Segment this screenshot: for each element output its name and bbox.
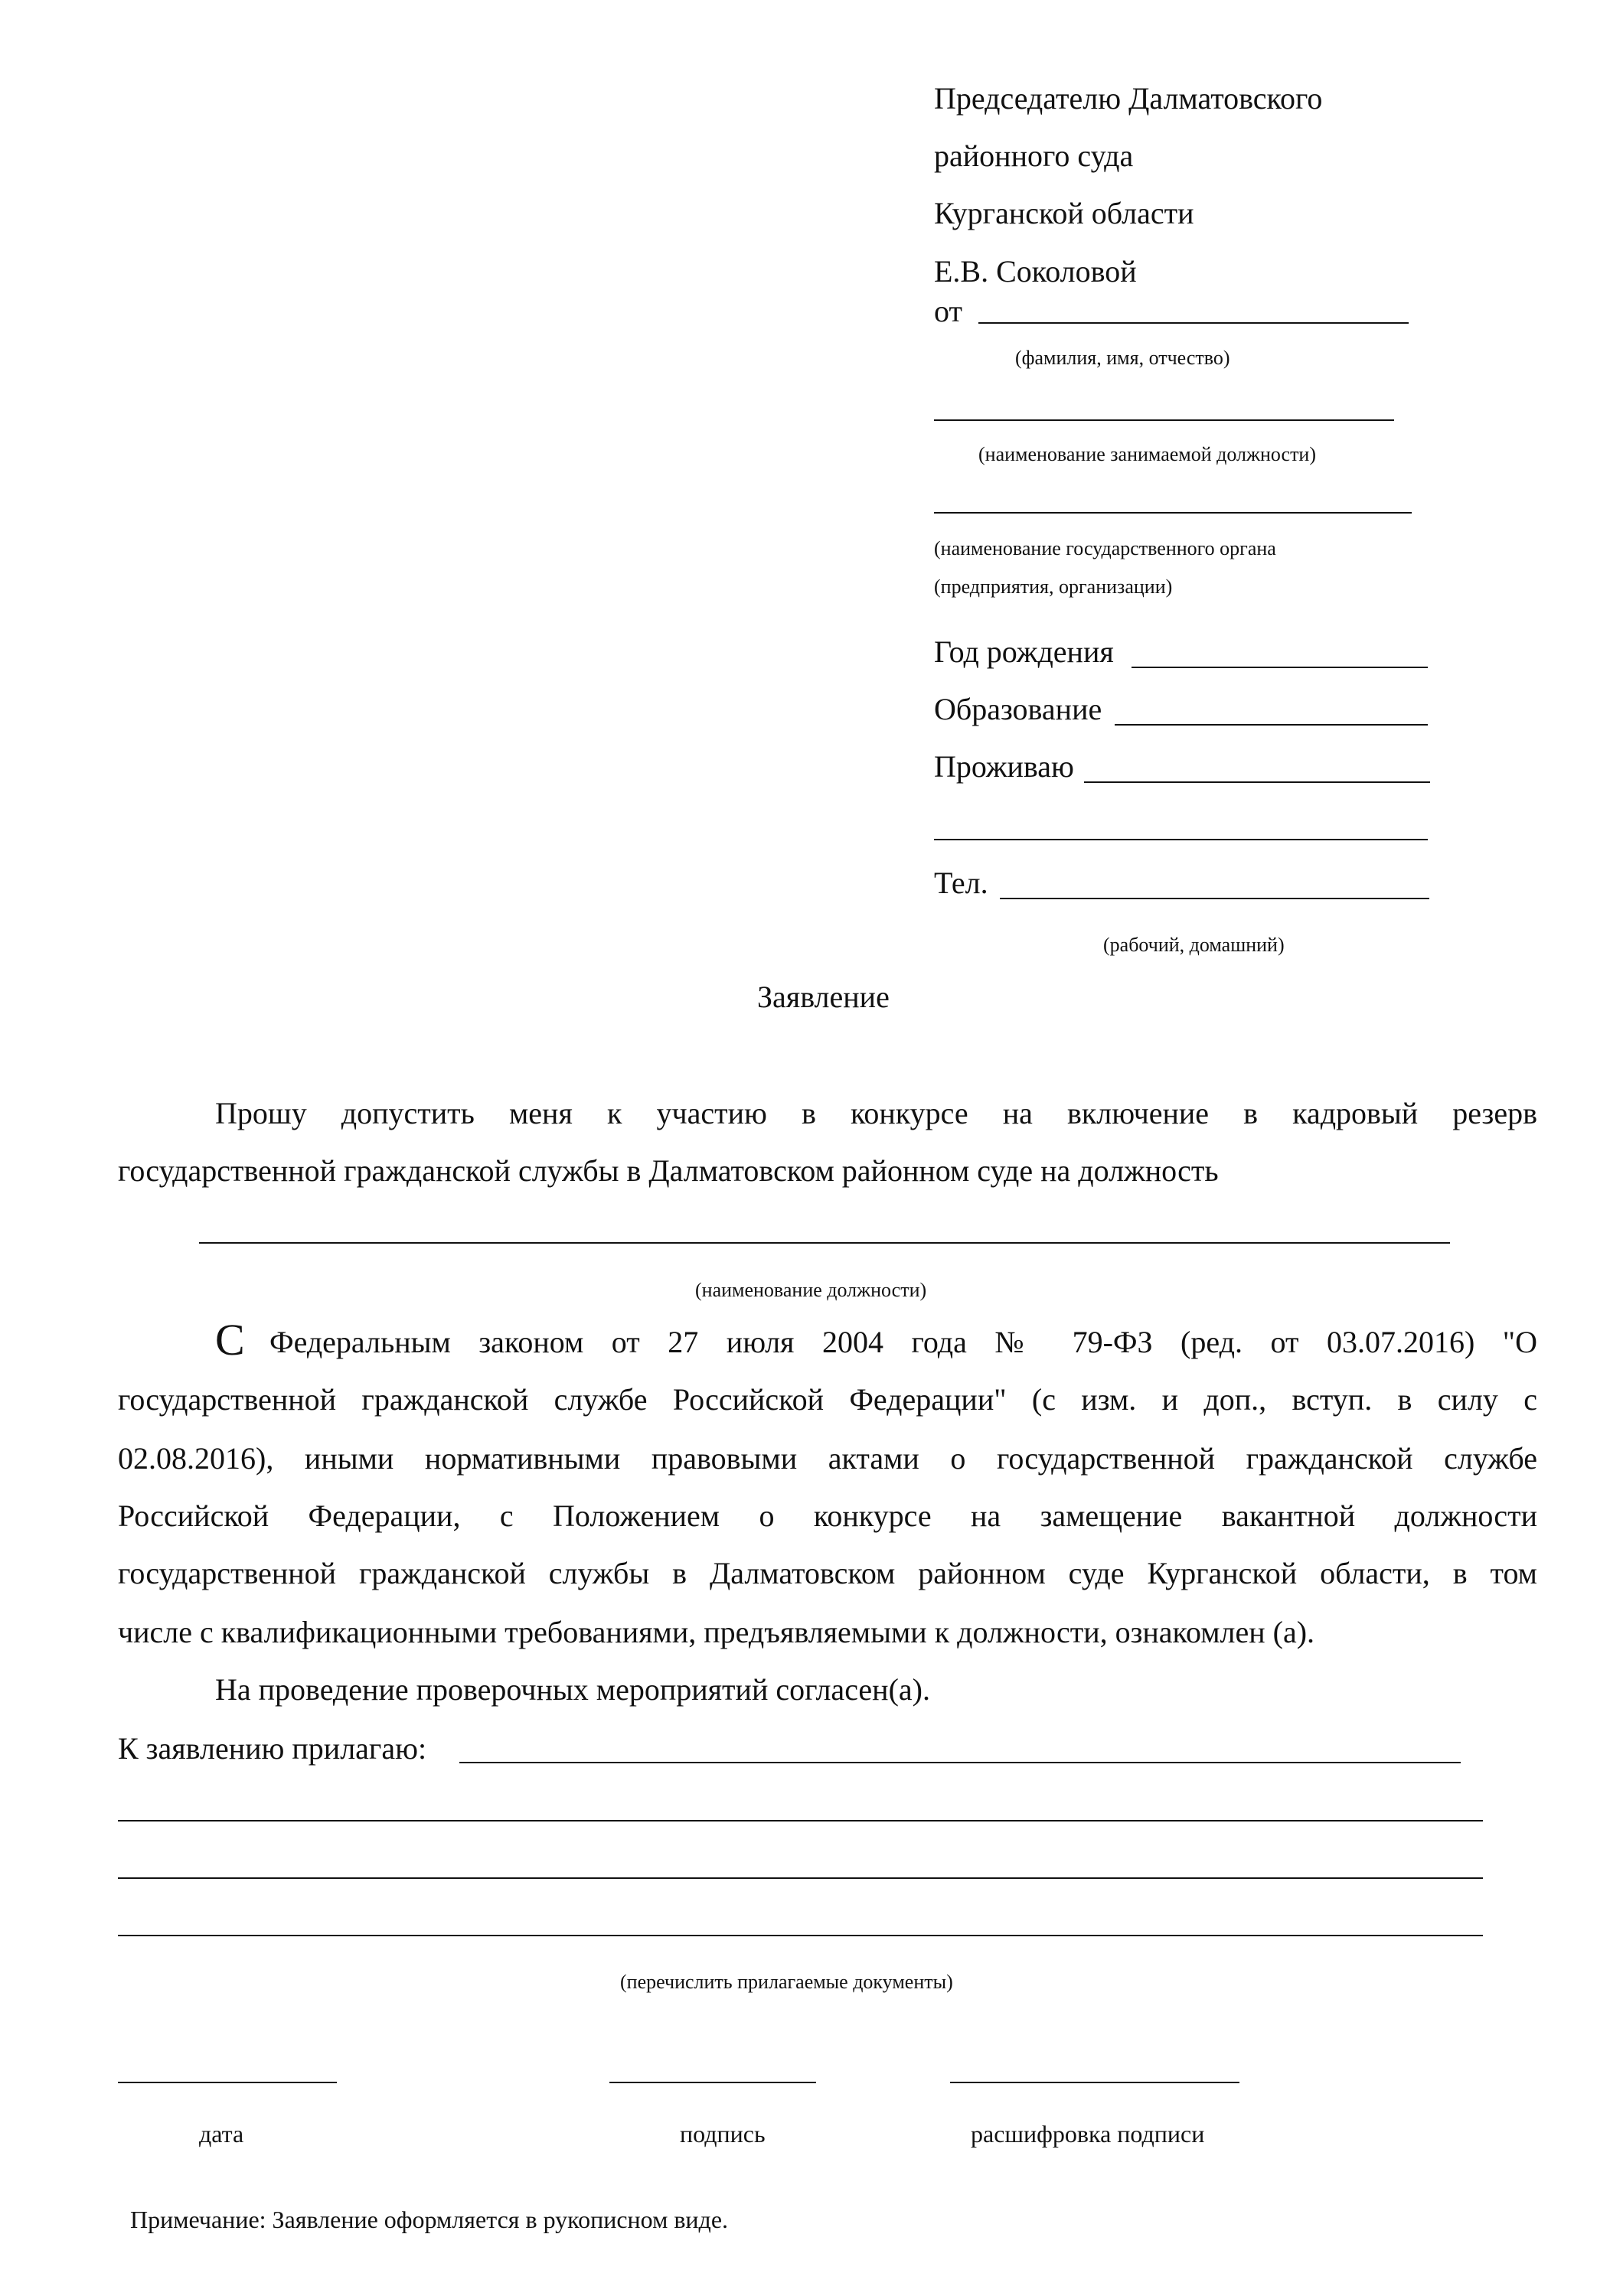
position-field-line[interactable] — [934, 419, 1394, 421]
from-label: от — [934, 294, 962, 328]
addressee-line: районного суда — [934, 139, 1134, 173]
attachments-hint: (перечислить прилагаемые документы) — [620, 1971, 953, 1993]
request-line: государственной гражданской службы в Далматовском районном суде на должность — [118, 1153, 1219, 1188]
ack-line: государственной гражданской службе Российской Федерации" (с изм. и доп., вступ. в силу с — [118, 1382, 1537, 1417]
position-name-hint: (наименование должности) — [695, 1279, 927, 1301]
fio-field-line[interactable] — [978, 322, 1409, 324]
fio-hint: (фамилия, имя, отчество) — [1015, 347, 1230, 369]
residence-field-line[interactable] — [1084, 781, 1430, 783]
ack-line: 02.08.2016), иными нормативными правовыми актами о государственной гражданской службе — [118, 1441, 1537, 1476]
ack-line: числе с квалификационными требованиями, предъявляемыми к должности, ознакомлен (а). — [118, 1615, 1315, 1649]
residence-field-line-2[interactable] — [934, 839, 1428, 840]
ack-line: государственной гражданской службы в Далматовском районном суде Курганской области, в том — [118, 1556, 1537, 1590]
drop-letter: С — [215, 1315, 245, 1365]
position-name-field-line[interactable] — [199, 1242, 1450, 1244]
request-line: Прошу допустить меня к участию в конкурсе на включение в кадровый резерв — [215, 1096, 1537, 1130]
education-label: Образование — [934, 692, 1102, 726]
date-field-line[interactable] — [118, 2082, 337, 2083]
signature-field-line[interactable] — [609, 2082, 816, 2083]
education-field-line[interactable] — [1115, 724, 1428, 726]
decryption-label: расшифровка подписи — [971, 2120, 1205, 2148]
addressee-line: Е.В. Соколовой — [934, 254, 1137, 289]
org-field-line[interactable] — [934, 512, 1412, 514]
birth-year-field-line[interactable] — [1132, 667, 1428, 668]
attachment-field-line[interactable] — [459, 1762, 1461, 1763]
addressee-line: Председателю Далматовского — [934, 81, 1323, 116]
phone-label: Тел. — [934, 866, 988, 900]
ack-line: Российской Федерации, с Положением о конкурсе на замещение вакантной должности — [118, 1499, 1537, 1533]
note-text: Примечание: Заявление оформляется в рукописном виде. — [130, 2206, 729, 2233]
decryption-field-line[interactable] — [950, 2082, 1239, 2083]
attachments-label: К заявлению прилагаю: — [118, 1731, 427, 1766]
addressee-line: Курганской области — [934, 196, 1194, 230]
date-label: дата — [199, 2120, 244, 2148]
birth-year-label: Год рождения — [934, 634, 1114, 669]
ack-line: Федеральным законом от 27 июля 2004 года № 79-ФЗ (ред. от 03.07.2016) "О — [269, 1325, 1537, 1359]
position-hint: (наименование занимаемой должности) — [978, 443, 1316, 465]
attachment-field-line[interactable] — [118, 1820, 1483, 1821]
signature-label: подпись — [680, 2120, 766, 2148]
org-hint: (наименование государственного органа — [934, 537, 1276, 559]
document-title: Заявление — [757, 980, 890, 1014]
org-hint: (предприятия, организации) — [934, 576, 1173, 598]
residence-label: Проживаю — [934, 749, 1074, 784]
attachment-field-line[interactable] — [118, 1935, 1483, 1936]
phone-hint: (рабочий, домашний) — [1103, 934, 1285, 956]
phone-field-line[interactable] — [1000, 898, 1429, 899]
attachment-field-line[interactable] — [118, 1877, 1483, 1879]
consent-text: На проведение проверочных мероприятий согласен(а). — [215, 1672, 930, 1707]
